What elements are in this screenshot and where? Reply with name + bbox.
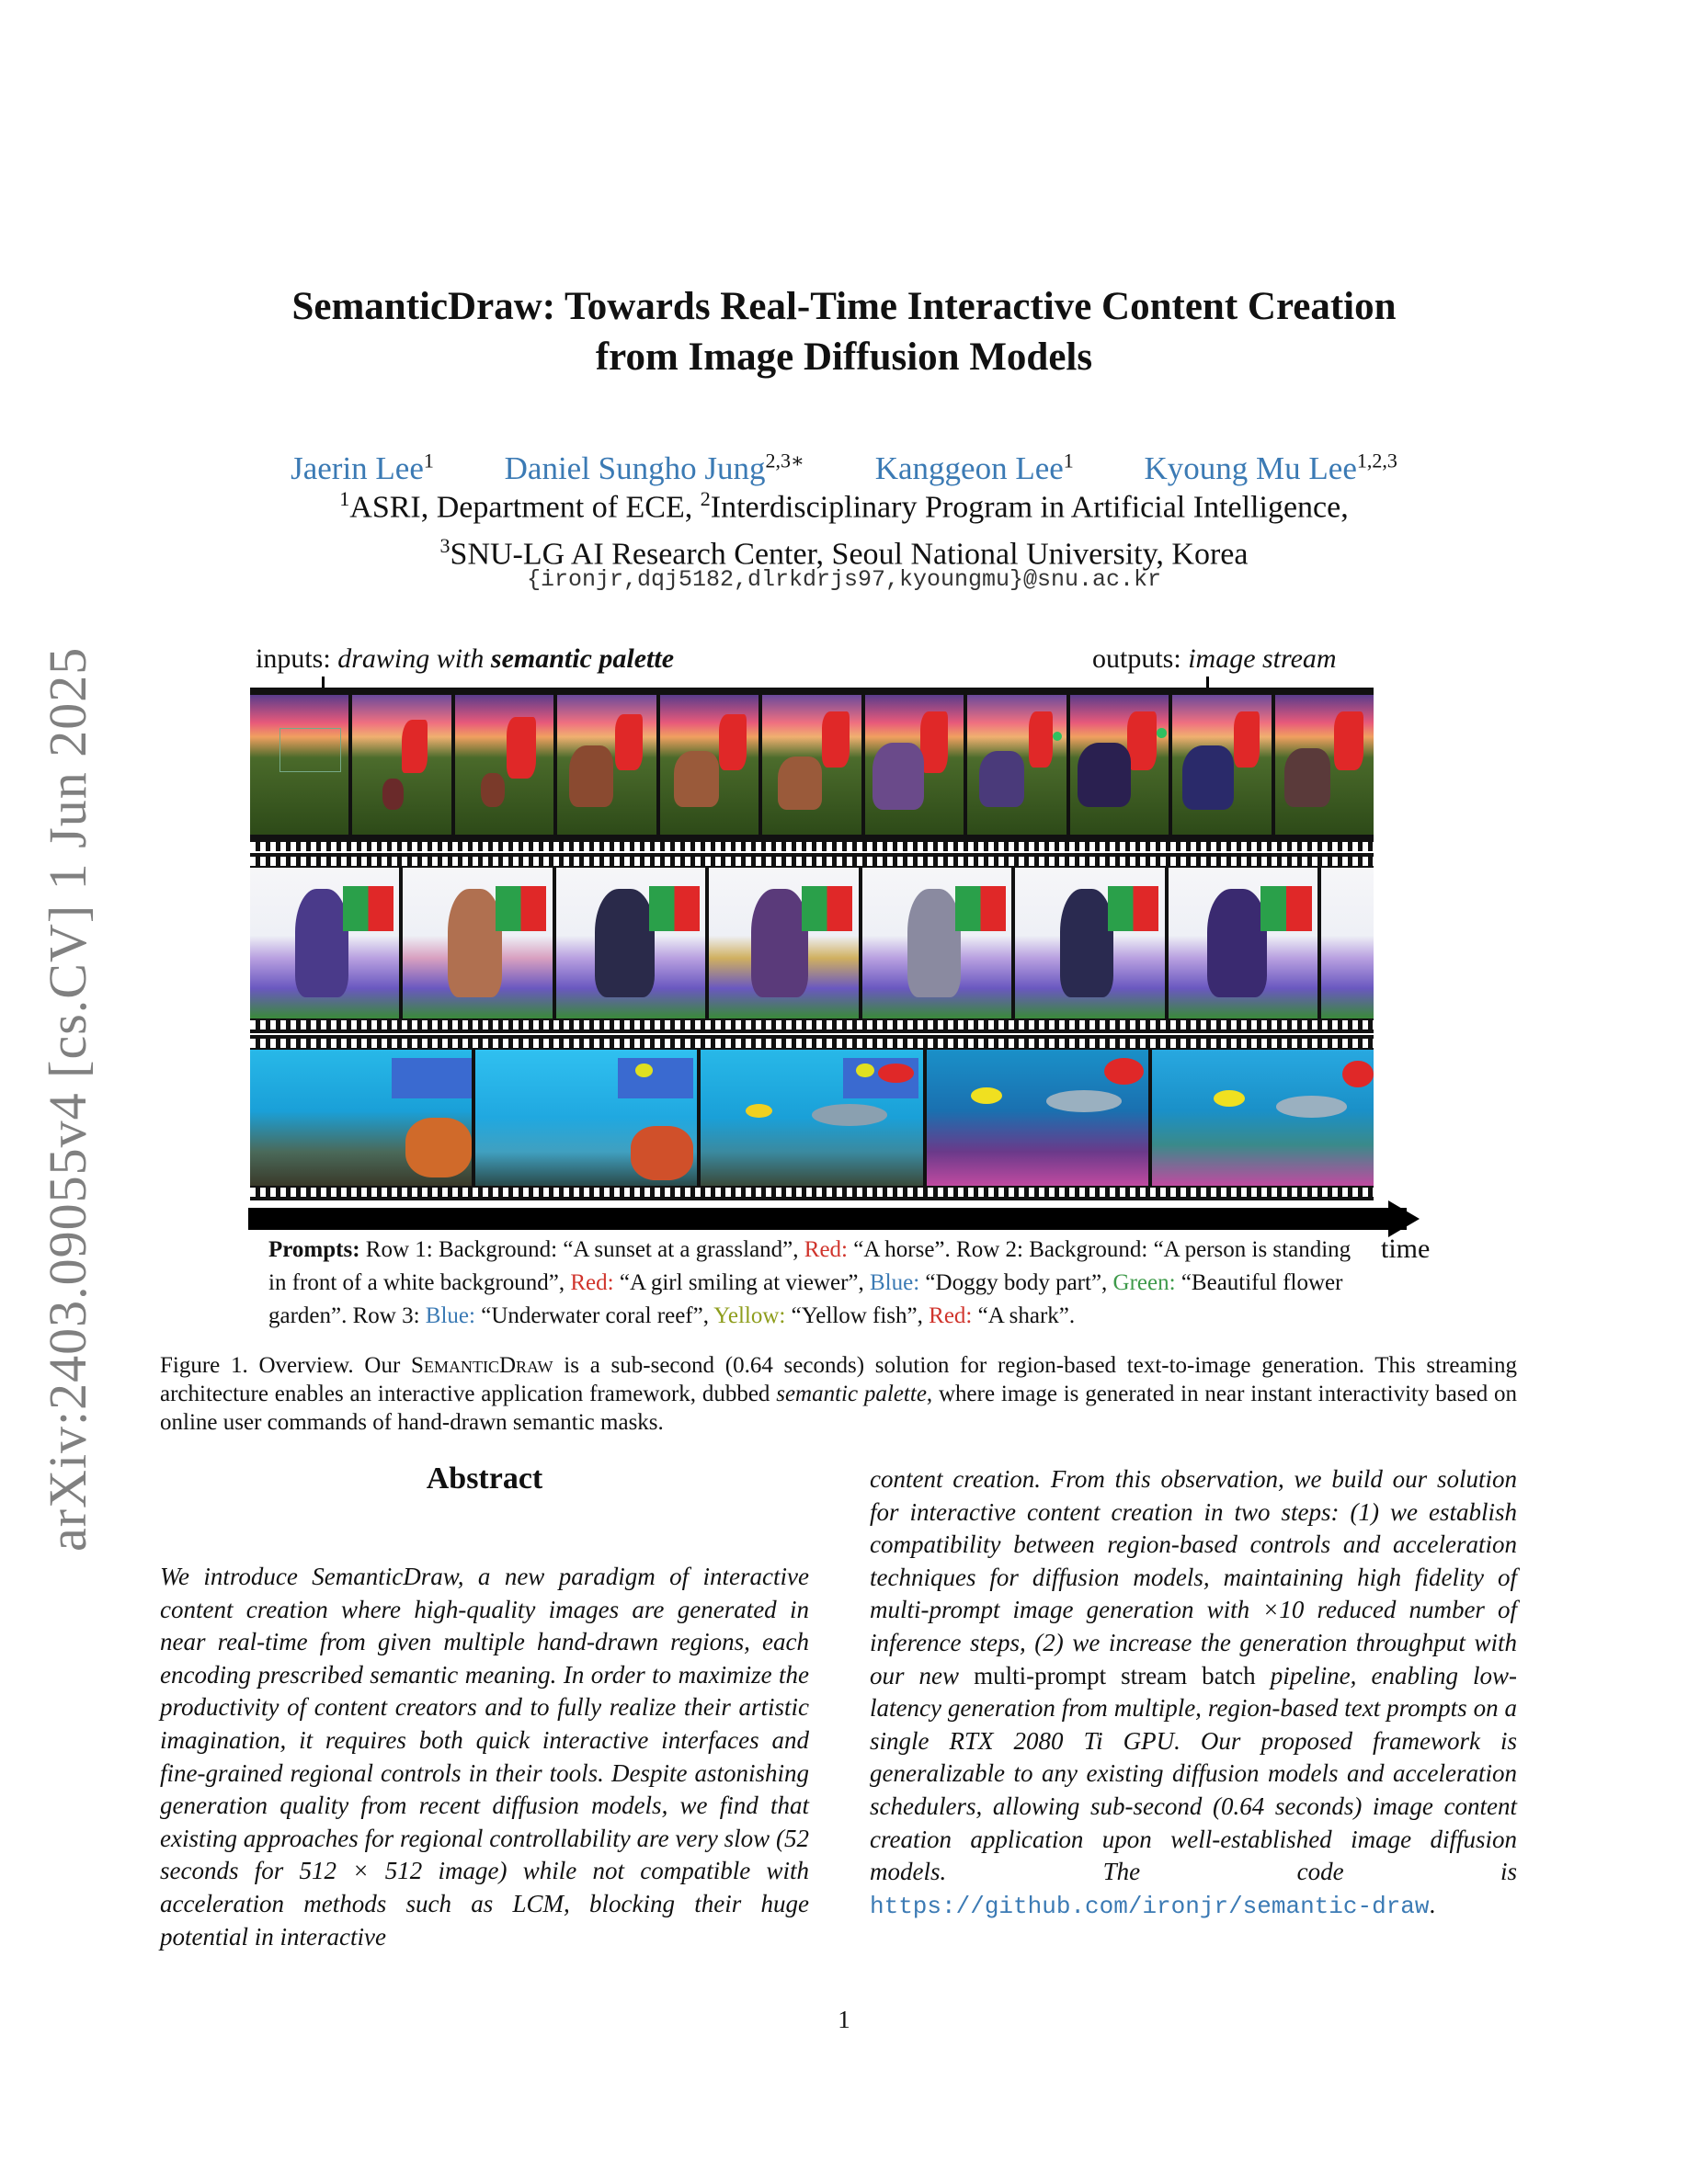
arxiv-identifier: arXiv:2403.09055v4 [cs.CV] 1 Jun 2025	[38, 646, 97, 1552]
output-frame	[1070, 695, 1169, 835]
title-line-2: from Image Diffusion Models	[595, 336, 1093, 379]
figure-prompts: Prompts: Row 1: Background: “A sunset at a grassland”, Red: “A horse”. Row 2: Background: “A person is standing in front of a white background”, Red: “A girl smiling at viewer”, Blue: “Doggy body part”, Green: “Beautiful flower garden”. Row 3: Blue: “Underwater coral reef”, Yellow: “Yellow fish”, Red: “A shark”.	[268, 1237, 1352, 1328]
timeline-arrow	[248, 1208, 1407, 1230]
filmstrip-row-2	[250, 853, 1374, 1033]
author-link[interactable]: Daniel Sungho Jung$^{2,3∗}$	[504, 449, 804, 486]
affiliations	[0, 480, 1688, 574]
paper-title	[0, 281, 1688, 382]
output-frame	[455, 695, 553, 835]
abstract-left-column: We introduce SemanticDraw, a new paradigm of interactive content creation where high-quality images are generated in near real-time from given multiple hand-drawn regions, each encoding prescribed semantic meaning. In order to maximize the productivity of content creators and to fully realize their artistic imagination, it requires both quick interactive interfaces and fine-grained regional controls in their tools. Despite astonishing generation quality from recent diffusion models, we find that existing approaches for regional controllability are very slow (52 seconds for 512 × 512 image) while not compatible with acceleration methods such as LCM, blocking their huge potential in interactive	[160, 1563, 809, 1951]
output-frame	[967, 695, 1066, 835]
filmstrip-row-3	[250, 1035, 1374, 1200]
output-frame	[403, 868, 552, 1018]
abstract-right-column: content creation. From this observation, we build our solution for interactive content creation in two steps: (1) we establish compatibility between region-based controls and acceleration techniques for diffusion models, maintaining high fidelity of multi-prompt image generation with ×10 reduced number of inference steps, (2) we increase the generation throughput with our new multi-prompt stream batch pipeline, enabling low-latency generation from multiple, region-based text prompts on a single RTX 2080 Ti GPU. Our proposed framework is generalizable to any existing diffusion models and acceleration schedulers, allowing sub-second (0.64 seconds) image content creation application upon well-established image diffusion models. The code is https://github.com/ironjr/semantic-draw.	[870, 1465, 1517, 1920]
figure-inputs-label: inputs: drawing with semantic palette	[256, 643, 675, 674]
output-frame	[475, 1050, 697, 1186]
output-frame	[250, 695, 348, 835]
time-label: time	[1381, 1234, 1431, 1264]
timeline-arrowhead	[1388, 1200, 1420, 1237]
figure-caption: Figure 1. Overview. Our SemanticDraw is a sub-second (0.64 seconds) solution for region-based text-to-image generation. This streaming architecture enables an interactive application framework, dubbed semantic palette, where image is generated in near instant interactivity based on online user commands of hand-drawn semantic masks.	[160, 1353, 1517, 1435]
output-frame	[1152, 1050, 1374, 1186]
output-frame	[250, 868, 399, 1018]
affiliation-line-2: $^3$SNU-LG AI Research Center, Seoul National University, Korea	[439, 534, 1249, 572]
output-frame	[762, 695, 861, 835]
page-number: 1	[838, 2006, 850, 2033]
figure-outputs-label: outputs: image stream	[1092, 643, 1337, 674]
author-emails: {ironjr,dqj5182,dlrkdrjs97,kyoungmu}@snu.ac.kr	[526, 566, 1162, 593]
author-link[interactable]: Kanggeon Lee$^1$	[874, 449, 1074, 486]
output-frame	[352, 695, 451, 835]
output-frame	[1275, 695, 1374, 835]
output-frame	[660, 695, 758, 835]
affiliation-line-1: $^1$ASRI, Department of ECE, $^2$Interdisciplinary Program in Artificial Intelligence,	[339, 487, 1349, 525]
title-line-1: SemanticDraw: Towards Real-Time Interactive Content Creation	[291, 285, 1397, 328]
output-frame	[557, 695, 656, 835]
author-link[interactable]: Jaerin Lee$^1$	[291, 449, 434, 486]
output-frame	[1015, 868, 1164, 1018]
author-link[interactable]: Kyoung Mu Lee$^{1,2,3}$	[1144, 449, 1397, 486]
output-frame	[1169, 868, 1317, 1018]
output-frame	[250, 1050, 472, 1186]
output-frame	[927, 1050, 1148, 1186]
filmstrip-row-1	[250, 688, 1374, 851]
abstract-heading: Abstract	[426, 1462, 543, 1496]
output-frame	[709, 868, 858, 1018]
output-frame	[862, 868, 1011, 1018]
output-frame	[556, 868, 705, 1018]
code-link[interactable]: https://github.com/ironjr/semantic-draw	[870, 1892, 1430, 1920]
output-frame	[1172, 695, 1271, 835]
output-frame	[865, 695, 964, 835]
output-frame	[1321, 868, 1374, 1018]
output-frame	[701, 1050, 922, 1186]
